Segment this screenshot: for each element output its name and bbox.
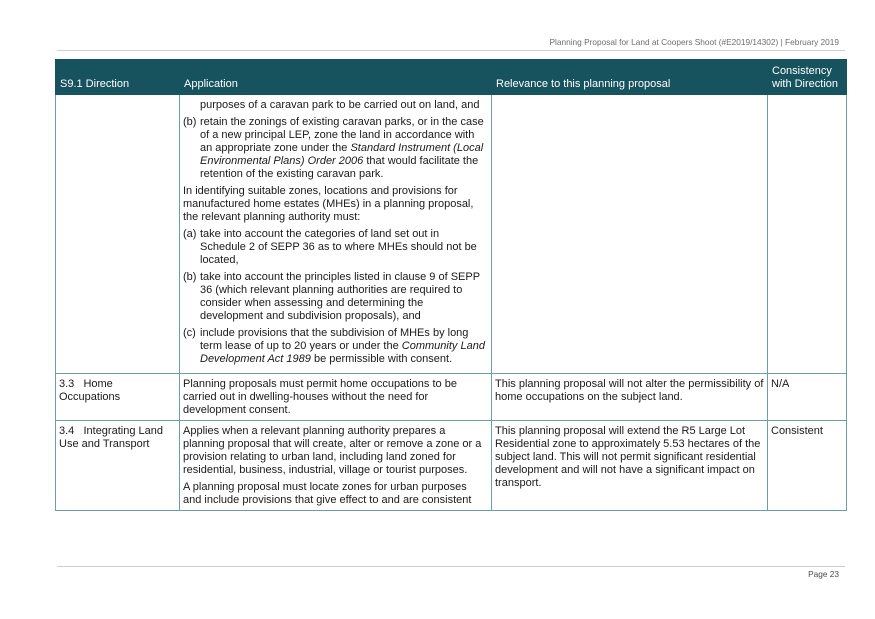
application-paragraph: Applies when a relevant planning authority prepares a planning proposal that will create, alter or remove a zone or a provision relating to urban land, including land zoned for residential, business, industrial, village or tourist purposes. (183, 425, 482, 476)
list-item (183, 271, 488, 323)
list-item-label: (a) (183, 228, 197, 240)
table-row (56, 95, 847, 374)
list-item (183, 228, 488, 267)
page-header: Planning Proposal for Land at Coopers Shoot (#E2019/14302) | February 2019 (549, 37, 839, 47)
consistency-cell: N/A (768, 374, 847, 421)
header-rule (57, 50, 845, 51)
direction-table (55, 59, 847, 511)
application-continuation: purposes of a caravan park to be carried out on land, and (200, 99, 480, 111)
relevance-cell: This planning proposal will not alter the permissibility of home occupations on the subject land. (492, 374, 768, 421)
table-row (56, 421, 847, 511)
list-item-text: include provisions that the subdivision of MHEs by long term lease of up to 20 years or under the Community Land Development Act 1989 be permissible with consent. (200, 327, 485, 365)
direction-cell: 3.4 Integrating Land Use and Transport (56, 421, 180, 511)
application-paragraph: A planning proposal must locate zones for urban purposes and include provisions that give effect to and are consistent (183, 481, 472, 506)
direction-cell (56, 95, 180, 374)
list-item-label: (c) (183, 327, 196, 339)
column-header-direction: S9.1 Direction (56, 60, 180, 95)
application-cell (180, 95, 492, 374)
relevance-cell (492, 95, 768, 374)
table-row (56, 374, 847, 421)
table-header-row (56, 60, 847, 95)
application-cell: Planning proposals must permit home occupations to be carried out in dwelling-houses without the need for development consent. (180, 374, 492, 421)
relevance-cell: This planning proposal will extend the R5 Large Lot Residential zone to approximately 5.53 hectares of the subject land. This will not permit significant residential development and will not have a significant impact on transport. (492, 421, 768, 511)
list-item-text: take into account the categories of land set out in Schedule 2 of SEPP 36 as to where MHEs should not be located, (200, 228, 477, 266)
list-item-text: take into account the principles listed in clause 9 of SEPP 36 (which relevant planning authorities are required to consider when assessing and determining the development and subdivision proposals), and (200, 271, 480, 322)
consistency-cell (768, 95, 847, 374)
column-header-consistency: Consistency with Direction (768, 60, 847, 95)
list-item (183, 327, 488, 366)
column-header-relevance: Relevance to this planning proposal (492, 60, 768, 95)
direction-cell: 3.3 Home Occupations (56, 374, 180, 421)
page-number: Page 23 (808, 569, 839, 579)
footer-rule (57, 566, 845, 567)
list-item (183, 116, 488, 181)
column-header-application: Application (180, 60, 492, 95)
list-item-text: retain the zonings of existing caravan parks, or in the case of a new principal LEP, zone the land in accordance with an appropriate zone under the Standard Instrument (Local Environmental Plans) Order 2006 that would facilitate the retention of the existing caravan park. (200, 116, 484, 180)
list-item-label: (b) (183, 271, 197, 283)
list-item-label: (b) (183, 116, 197, 128)
consistency-cell: Consistent (768, 421, 847, 511)
application-cell (180, 421, 492, 511)
application-paragraph: In identifying suitable zones, locations and provisions for manufactured home estates (MHEs) in a planning proposal, the relevant planning authority must: (183, 185, 474, 223)
